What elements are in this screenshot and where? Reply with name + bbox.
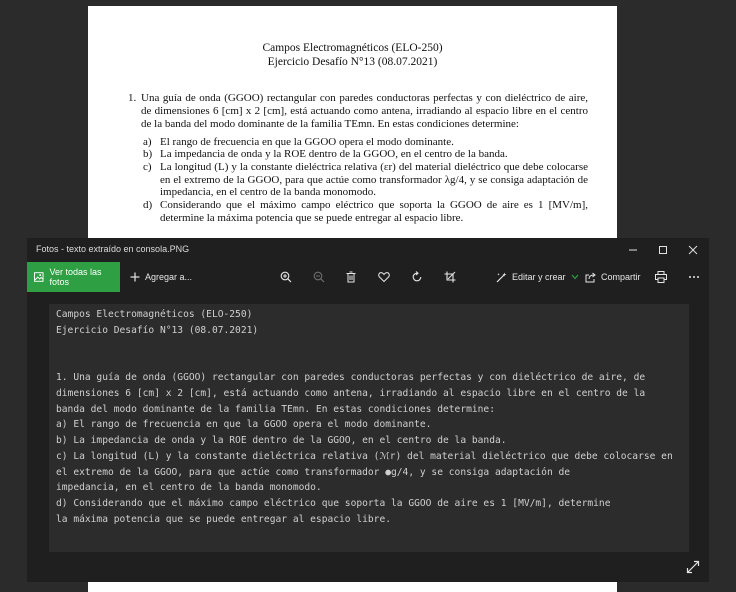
image-icon (34, 272, 44, 282)
toolbar (27, 262, 709, 292)
document-subtitle: Ejercicio Desafío N°13 (08.07.2021) (267, 56, 438, 68)
console-line: c) La longitud (L) y la constante dieléctrica relativa (ℳr) del material dieléctrico que debe colocarse en (56, 450, 673, 462)
window-title: Fotos - texto extraído en consola.PNG (36, 244, 190, 254)
item-letter: a) (143, 136, 152, 148)
item-letter: b) (143, 148, 153, 160)
item-text: El rango de frecuencia en que la GGOO opera el modo dominante. (160, 136, 454, 148)
share-icon (585, 272, 596, 283)
share-label: Compartir (601, 272, 641, 282)
rotate-icon (411, 271, 423, 283)
see-all-photos-button[interactable] (27, 262, 120, 292)
zoom-out-icon (313, 271, 325, 283)
item-text: La impedancia de onda y la ROE dentro de la GGOO, en el centro de la banda. (160, 148, 508, 160)
console-line: la máxima potencia que se puede entregar al espacio libre. (56, 513, 392, 525)
rotate-button[interactable] (409, 269, 425, 285)
add-to-label: Agregar a... (145, 272, 193, 282)
console-line: banda del modo dominante de la familia TEmn. En estas condiciones determine: (56, 403, 495, 415)
console-line: Ejercicio Desafío N°13 (08.07.2021) (56, 324, 259, 336)
crop-icon (444, 271, 456, 283)
close-icon (688, 245, 698, 255)
crop-button[interactable] (442, 269, 458, 285)
full-screen-icon[interactable] (686, 560, 700, 574)
heart-icon (378, 271, 390, 283)
question-1 (128, 92, 588, 131)
close-button[interactable] (677, 238, 709, 262)
item-letter: c) (143, 161, 152, 173)
item-letter: d) (143, 199, 153, 211)
item-c (143, 161, 588, 199)
console-line: dimensiones 6 [cm] x 2 [cm], está actuando como antena, irradiando al espacio libre en el centro de la (56, 387, 646, 399)
console-line: Campos Electromagnéticos (ELO-250) (56, 309, 253, 320)
add-to-button[interactable] (130, 262, 192, 292)
item-b (143, 148, 588, 161)
item-text: Considerando que el máximo campo eléctrico que soporta la GGOO de aire es 1 [MV/m], determine la máxima potencia que se puede entregar al espacio libre. (160, 199, 588, 224)
share-button[interactable] (585, 262, 641, 292)
edit-create-label: Editar y crear (512, 272, 566, 282)
zoom-out-button[interactable] (311, 269, 327, 285)
plus-icon (130, 272, 140, 282)
console-line: b) La impedancia de onda y la ROE dentro de la GGOO, en el centro de la banda. (56, 435, 507, 446)
print-button[interactable] (653, 269, 669, 285)
question-text: Una guía de onda (GGOO) rectangular con paredes conductoras perfectas y con dieléctrico de aire, de dimensiones 6 [cm] x 2 [cm], está actuando como antena, irradiando al espacio libre en el centro de la banda del modo dominante de la familia TEmn. En estas condiciones determine: (141, 92, 588, 130)
photos-window (27, 238, 709, 582)
chevron-down-icon (571, 274, 579, 280)
edit-create-button[interactable] (496, 262, 579, 292)
more-icon (688, 271, 700, 283)
title-bar (27, 238, 709, 262)
item-d (143, 199, 588, 224)
image-viewer-content (49, 304, 689, 552)
minimize-icon (628, 245, 638, 255)
more-options-button[interactable] (686, 269, 702, 285)
maximize-icon (658, 245, 668, 255)
delete-button[interactable] (343, 269, 359, 285)
see-all-photos-label: Ver todas las fotos (49, 267, 102, 287)
console-line: 1. Una guía de onda (GGOO) rectangular con paredes conductoras perfectas y con dieléctrico de aire, de (56, 372, 646, 383)
console-line: impedancia, en el centro de la banda monomodo. (56, 482, 322, 494)
maximize-button[interactable] (647, 238, 679, 262)
minimize-button[interactable] (617, 238, 649, 262)
printer-icon (655, 271, 667, 283)
edit-sparkle-icon (496, 272, 507, 283)
console-line: a) El rango de frecuencia en que la GGOO opera el modo dominante. (56, 419, 432, 431)
trash-icon (345, 271, 357, 283)
question-number: 1. (128, 92, 137, 104)
item-text: La longitud (L) y la constante dieléctrica relativa (εr) del material dieléctrico que debe colocarse en el extremo de la GGOO, para que actúe como transformador λg/4, y se consiga adaptación de impedancia, en el centro de la banda monomodo. (160, 161, 588, 198)
zoom-in-button[interactable] (278, 269, 294, 285)
document-title: Campos Electromagnéticos (ELO-250) (262, 42, 443, 54)
zoom-in-icon (280, 271, 292, 283)
favorite-button[interactable] (376, 269, 392, 285)
item-a (143, 136, 588, 149)
console-line: d) Considerando que el máximo campo eléctrico que soporta la GGOO de aire es 1 [MV/m], determine (56, 498, 611, 509)
console-line: el extremo de la GGOO, para que actúe como transformador ●g/4, y se consiga adaptación de (56, 466, 571, 478)
